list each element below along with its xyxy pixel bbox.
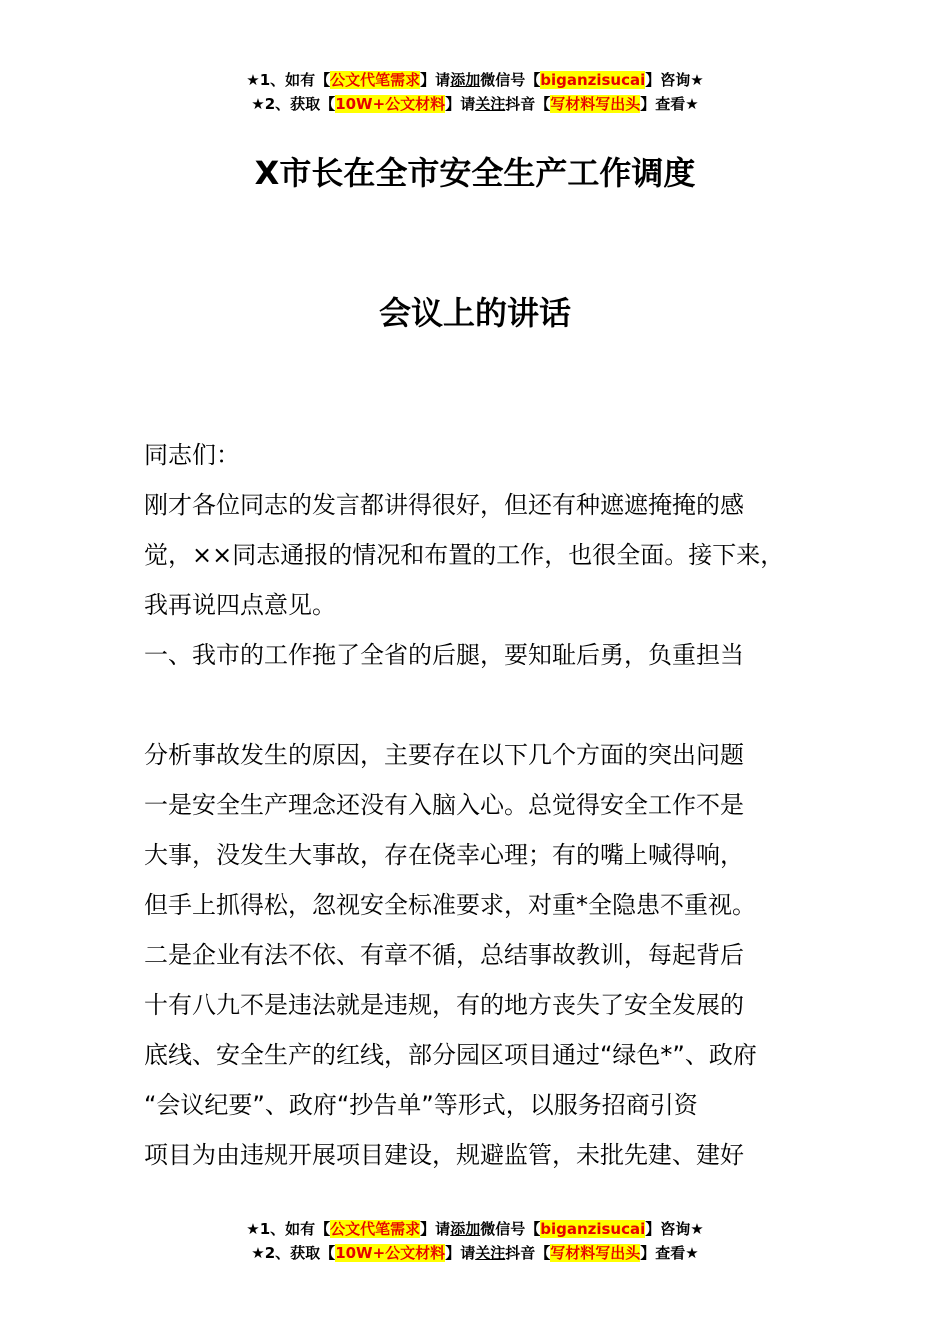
banner-text: 微信号【: [480, 71, 541, 89]
document-title-line-1: X市长在全市安全生产工作调度: [254, 154, 696, 192]
banner-highlight: 10W+公文材料: [335, 95, 446, 113]
body-line: 一是安全生产理念还没有入脑入心。总觉得安全工作不是: [144, 791, 744, 819]
banner-underlined: 添加: [450, 71, 481, 89]
banner-text: 微信号【: [480, 1220, 541, 1238]
body-line: 但手上抓得松，忽视安全标准要求，对重*全隐患不重视。: [144, 891, 756, 919]
footer-banner: [0, 1217, 950, 1265]
banner-text: 抖音【: [505, 1244, 551, 1262]
banner-text: 】请: [420, 1220, 451, 1238]
banner-text: 】咨询★: [645, 1220, 704, 1238]
banner-underlined: 关注: [475, 95, 506, 113]
body-line: 十有八九不是违法就是违规，有的地方丧失了安全发展的: [144, 991, 744, 1019]
banner-text: 抖音【: [505, 95, 551, 113]
body-line: 觉，××同志通报的情况和布置的工作，也很全面。接下来，: [144, 541, 785, 569]
banner-text: 】请: [445, 1244, 476, 1262]
banner-highlight: 公文代笔需求: [330, 1220, 421, 1238]
footer-banner-line-1: [0, 1217, 950, 1241]
banner-text: 】请: [445, 95, 476, 113]
body-line: 我再说四点意见。: [144, 591, 336, 619]
body-line: 大事，没发生大事故，存在侥幸心理；有的嘴上喊得响，: [144, 841, 744, 869]
banner-douyin-id: 写材料写出头: [550, 1244, 641, 1262]
body-line: 底线、安全生产的红线，部分园区项目通过“绿色*”、政府: [144, 1041, 757, 1069]
banner-text: ★2、获取【: [251, 1244, 336, 1262]
body-line: 项目为由违规开展项目建设，规避监管，未批先建、建好: [144, 1141, 744, 1169]
banner-wechat-id: biganzisucai: [540, 71, 646, 89]
banner-text: ★2、获取【: [251, 95, 336, 113]
document-title-line-2: 会议上的讲话: [378, 294, 571, 332]
banner-text: ★1、如有【: [246, 1220, 331, 1238]
paragraph-gap: [144, 680, 834, 730]
body-line: 分析事故发生的原因，主要存在以下几个方面的突出问题: [144, 741, 744, 769]
banner-text: 】请: [420, 71, 451, 89]
header-banner-line-2: [0, 92, 950, 116]
banner-text: 】咨询★: [645, 71, 704, 89]
banner-text: 】查看★: [640, 1244, 699, 1262]
footer-banner-line-2: [0, 1241, 950, 1265]
banner-text: 】查看★: [640, 95, 699, 113]
section-heading: 一、我市的工作拖了全省的后腿，要知耻后勇，负重担当: [144, 641, 744, 669]
banner-highlight: 10W+公文材料: [335, 1244, 446, 1262]
document-body: [144, 430, 834, 1180]
salutation: 同志们：: [144, 441, 240, 469]
banner-douyin-id: 写材料写出头: [550, 95, 641, 113]
header-banner-line-1: [0, 68, 950, 92]
banner-underlined: 关注: [475, 1244, 506, 1262]
body-line: 二是企业有法不依、有章不循，总结事故教训，每起背后: [144, 941, 744, 969]
header-banner: [0, 68, 950, 116]
body-line: 刚才各位同志的发言都讲得很好，但还有种遮遮掩掩的感: [144, 491, 744, 519]
body-line: “会议纪要”、政府“抄告单”等形式，以服务招商引资: [144, 1091, 698, 1119]
banner-text: ★1、如有【: [246, 71, 331, 89]
banner-highlight: 公文代笔需求: [330, 71, 421, 89]
banner-wechat-id: biganzisucai: [540, 1220, 646, 1238]
banner-underlined: 添加: [450, 1220, 481, 1238]
